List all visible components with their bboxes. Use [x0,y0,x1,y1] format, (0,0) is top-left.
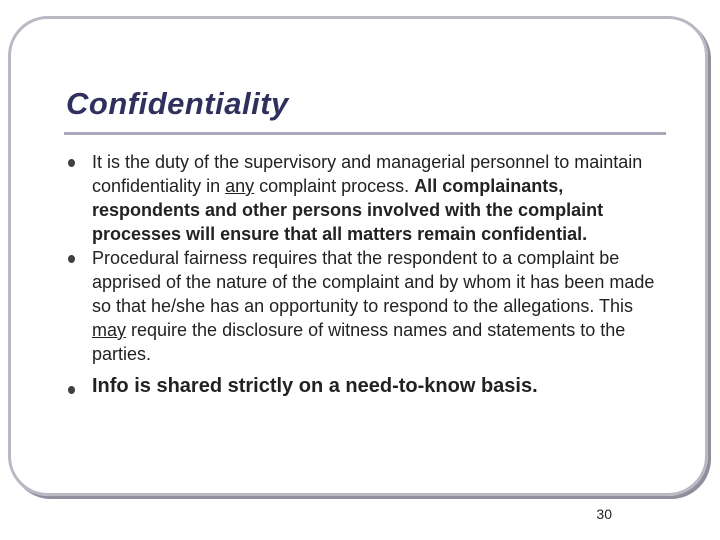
bullet-text: It is the duty of the supervisory and managerial personnel to maintain confidentiality in [92,152,643,196]
title-divider [64,132,666,135]
bullet-dot-icon [68,255,75,263]
emphasis-confidential: All complainants, respondents and other persons involved with the complaint processes will ensure that all matters remain confidential. [92,176,604,244]
bullet-dot-icon [68,386,75,394]
page-number: 30 [596,506,612,522]
bullet-list [68,150,668,398]
bullet-item-fairness [68,246,668,366]
bullet-item-need-to-know [68,374,668,398]
bullet-text: require the disclosure of witness names and statements to the parties. [92,320,626,364]
emphasis-any: any [225,176,255,196]
bullet-dot-icon [68,159,75,167]
emphasis-may: may [92,320,127,340]
bullet-text: Procedural fairness requires that the respondent to a complaint be apprised of the nature of the complaint and by whom it has been made so that he/she has an opportunity to respond to the allegations. This [92,248,655,316]
bullet-text: complaint process. [254,176,415,196]
slide-title: Confidentiality [66,86,289,121]
bullet-text: Info is shared strictly on a need-to-know basis. [92,375,538,397]
bullet-item-duty [68,150,668,246]
